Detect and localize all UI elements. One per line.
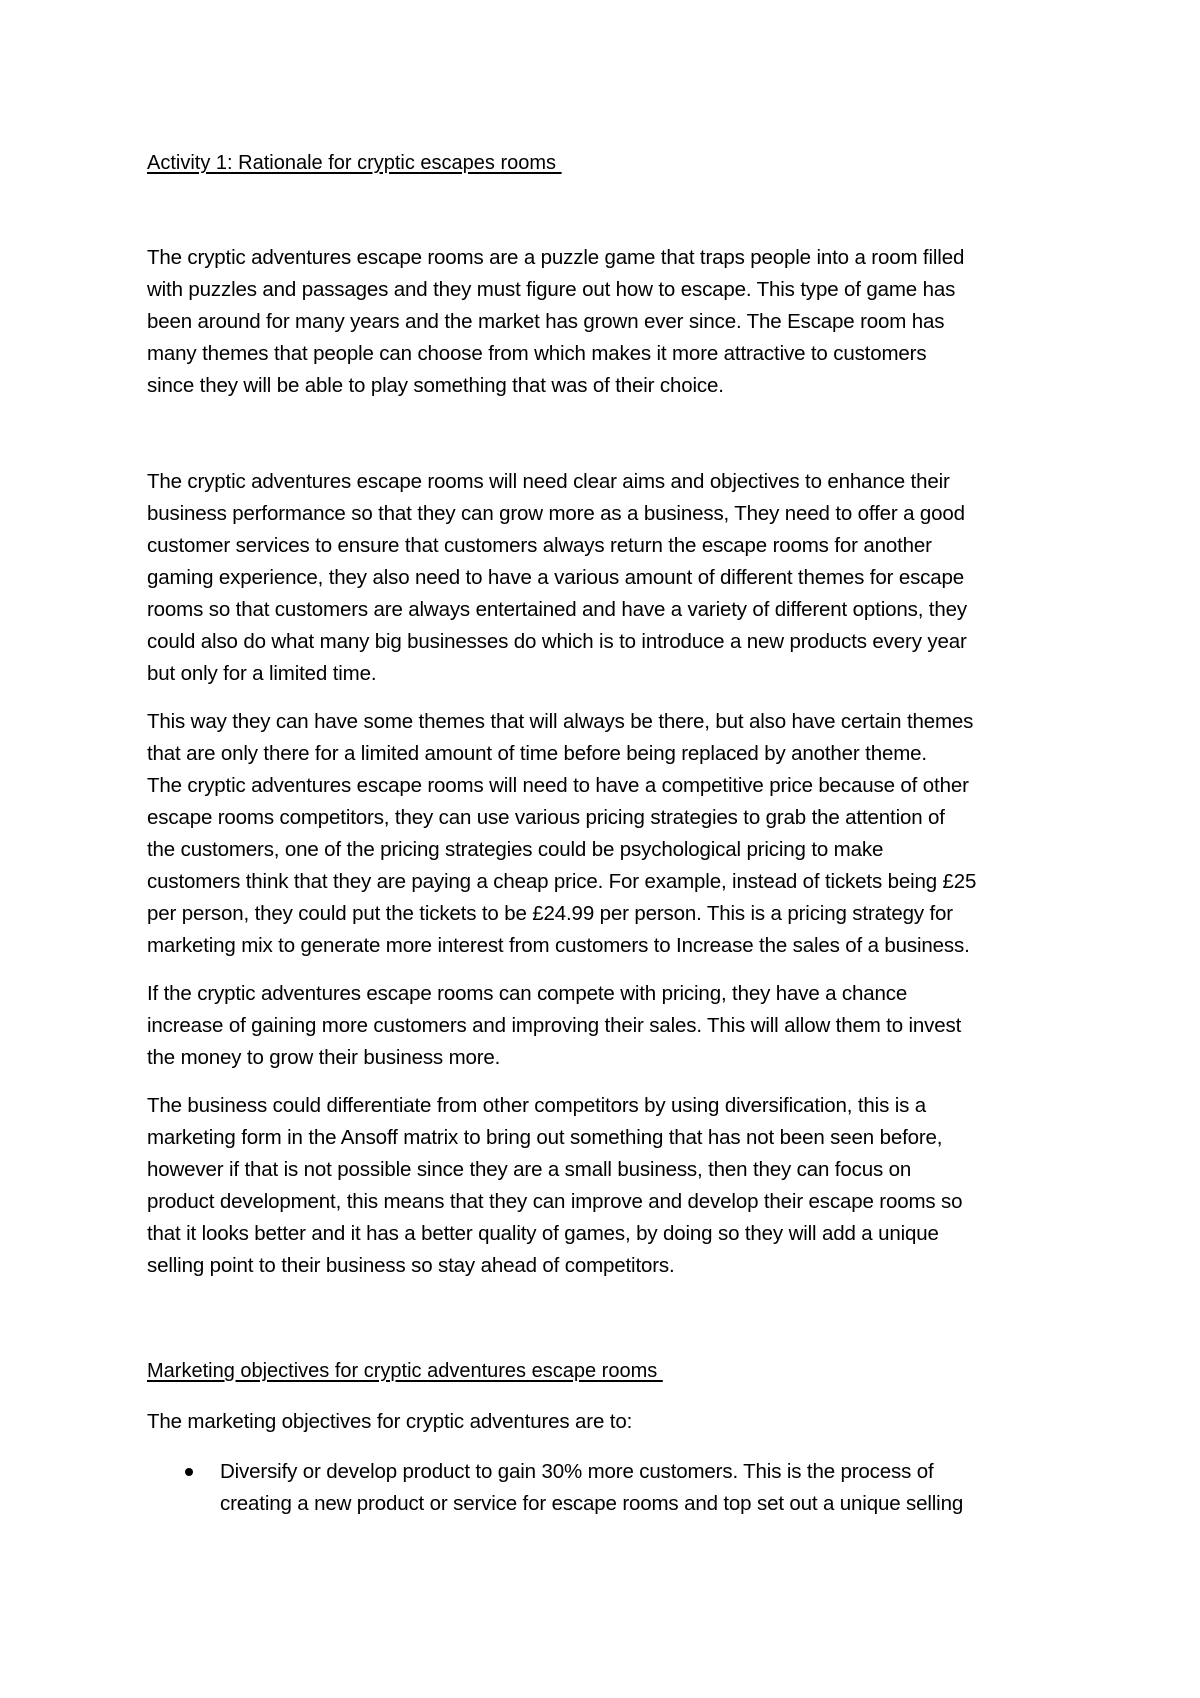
paragraph-aims-objectives: The cryptic adventures escape rooms will need clear aims and objectives to enhance their business performance so that they can grow more as a business, They need to offer a good customer services to ensure that customers always return the escape rooms for another gaming experience, they also need to have a various amount of different themes for escape rooms so that customers are always entertained and have a variety of different options, they could also do what many big businesses do which is to introduce a new products every year but only for a limited time. <box>147 470 967 685</box>
paragraph-objectives-intro: The marketing objectives for cryptic adventures are to: <box>147 1410 633 1433</box>
section-heading-rationale: Activity 1: Rationale for cryptic escapes rooms <box>147 152 562 174</box>
paragraph-intro: The cryptic adventures escape rooms are a puzzle game that traps people into a room filled with puzzles and passages and they must figure out how to escape. This type of game has been around for many years and the market has grown ever since. The Escape room has many themes that people can choose from which makes it more attractive to customers since they will be able to play something that was of their choice. <box>147 246 965 397</box>
paragraph-differentiation: The business could differentiate from other competitors by using diversification, this is a marketing form in the Ansoff matrix to bring out something that has not been seen before, however if that is not possible since they are a small business, then they can focus on product development, this means that they can improve and develop their escape rooms so that it looks better and it has a better quality of games, by doing so they will add a unique selling point to their business so stay ahead of competitors. <box>147 1094 963 1277</box>
bullet-icon <box>185 1468 193 1476</box>
objectives-bullet-list <box>147 1456 1067 1520</box>
paragraph-pricing: This way they can have some themes that will always be there, but also have certain themes that are only there for a limited amount of time before being replaced by another theme. The cryptic adventures escape rooms will need to have a competitive price because of other escape rooms competitors, they can use various pricing strategies to grab the attention of the customers, one of the pricing strategies could be psychological pricing to make customers think that they are paying a cheap price. For example, instead of tickets being £25 per person, they could put the tickets to be £24.99 per person. This is a pricing strategy for marketing mix to generate more interest from customers to Increase the sales of a business. <box>147 710 977 957</box>
bullet-text: Diversify or develop product to gain 30% more customers. This is the process of creating a new product or service for escape rooms and top set out a unique selling <box>220 1460 964 1515</box>
document-page <box>147 148 1067 1520</box>
section-heading-marketing-objectives: Marketing objectives for cryptic adventures escape rooms <box>147 1360 663 1382</box>
list-item <box>147 1456 1067 1520</box>
paragraph-compete-pricing: If the cryptic adventures escape rooms can compete with pricing, they have a chance increase of gaining more customers and improving their sales. This will allow them to invest the money to grow their business more. <box>147 982 962 1069</box>
